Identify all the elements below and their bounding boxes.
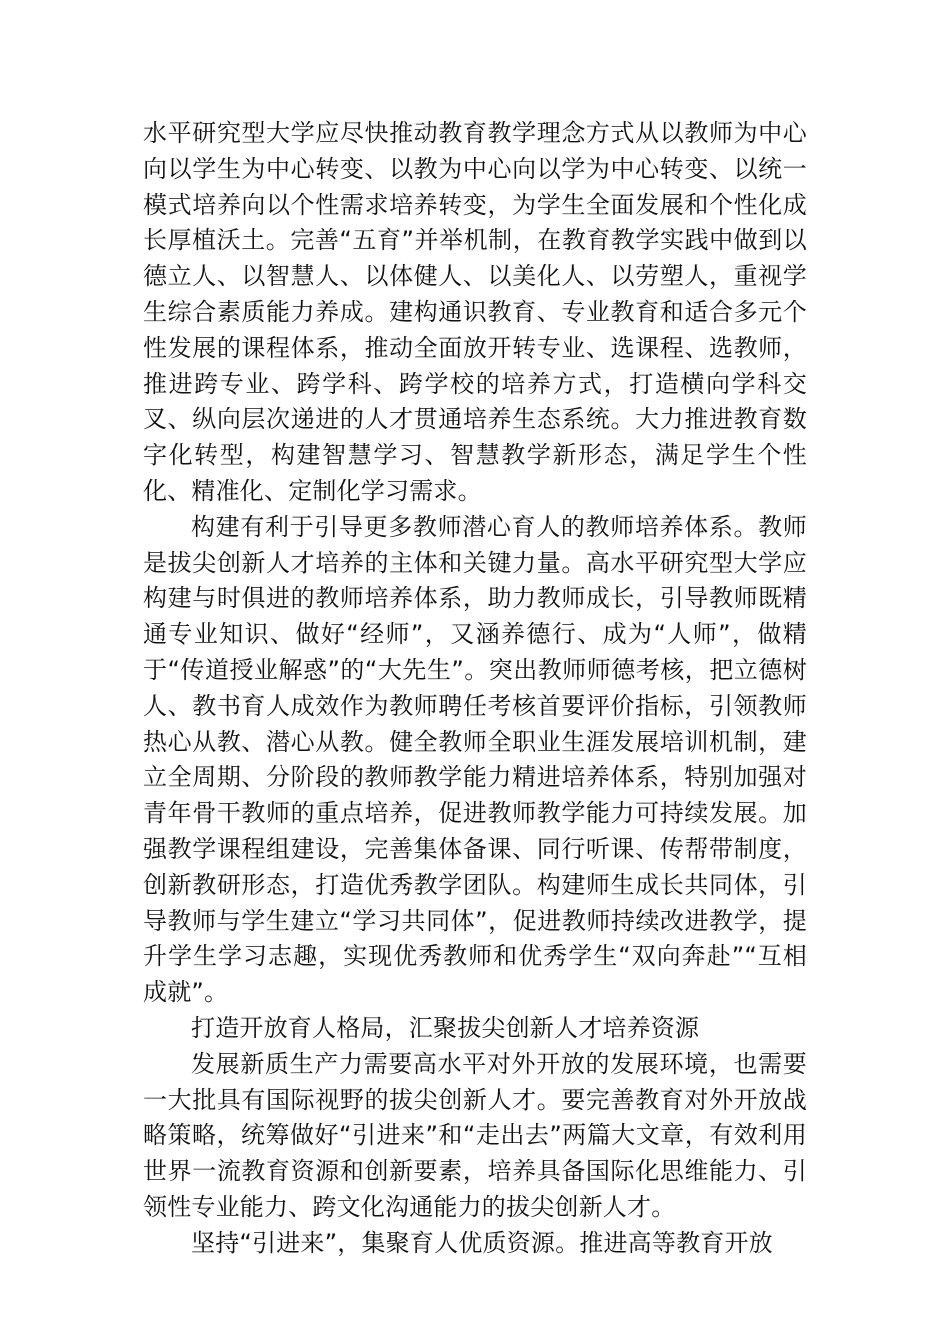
paragraph-3: 发展新质生产力需要高水平对外开放的发展环境，也需要一大批具有国际视野的拔尖创新人才。要完善教育对外开放战略策略，统筹做好“引进来”和“走出去”两篇大文章，有效利用世界一流教育资源和创新要素，培养具备国际化思维能力、引领性专业能力、跨文化沟通能力的拔尖创新人才。 <box>143 1049 807 1221</box>
section-heading: 打造开放育人格局，汇聚拔尖创新人才培养资源 <box>191 1013 700 1042</box>
paragraph-2: 构建有利于引导更多教师潜心育人的教师培养体系。教师是拔尖创新人才培养的主体和关键力量。高水平研究型大学应构建与时俱进的教师培养体系，助力教师成长，引导教师既精通专业知识、做好“经师”，又涵养德行、成为“人师”，做精于“传道授业解惑”的“大先生”。突出教师师德考核，把立德树人、教书育人成效作为教师聘任考核首要评价指标，引领教师热心从教、潜心从教。健全教师全职业生涯发展培训机制，建立全周期、分阶段的教师教学能力精进培养体系，特别加强对青年骨干教师的重点培养，促进教师教学能力可持续发展。加强教学课程组建设，完善集体备课、同行听课、传帮带制度，创新教研形态，打造优秀教学团队。构建师生成长共同体，引导教师与学生建立“学习共同体”，促进教师持续改进教学，提升学生学习志趣，实现优秀教师和优秀学生“双向奔赴”“互相成就”。 <box>143 512 807 1007</box>
paragraph-1: 水平研究型大学应尽快推动教育教学理念方式从以教师为中心向以学生为中心转变、以教为中心向以学为中心转变、以统一模式培养向以个性需求培养转变，为学生全面发展和个性化成长厚植沃土。完善“五育”并举机制，在教育教学实践中做到以德立人、以智慧人、以体健人、以美化人、以劳塑人，重视学生综合素质能力养成。建构通识教育、专业教育和适合多元个性发展的课程体系，推动全面放开转专业、选课程、选教师，推进跨专业、跨学科、跨学校的培养方式，打造横向学科交叉、纵向层次递进的人才贯通培养生态系统。大力推进教育数字化转型，构建智慧学习、智慧教学新形态，满足学生个性化、精准化、定制化学习需求。 <box>143 119 807 505</box>
document-body <box>143 116 807 1262</box>
paragraph-4: 坚持“引进来”，集聚育人优质资源。推进高等教育开放 <box>191 1228 773 1257</box>
